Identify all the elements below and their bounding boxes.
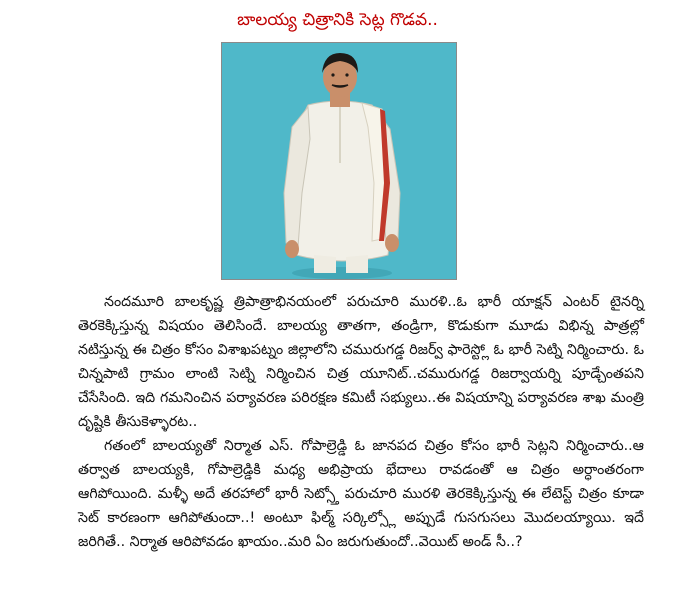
portrait-illustration [222,43,456,279]
article-photo [221,42,457,280]
article-body [78,290,644,554]
article-paragraph: గతంలో బాలయ్యతో నిర్మాత ఎస్. గోపాల్రెడ్డి ఓ జానపద చిత్రం కోసం భారీ సెట్లని నిర్మించారు..ఆ తర్వాత బాలయ్యకి, గోపాల్రెడ్డికి మధ్య అభిప్రాయ భేదాలు రావడంతో ఆ చిత్రం అర్ధాంతరంగా ఆగిపోయింది. మళ్ళీ అదే తరహాలో భారీ సెట్స్తో పరుచూరి మురళి తెరకెక్కిస్తున్న ఈ లేటెస్ట్ చిత్రం కూడా సెట్ కారణంగా ఆగిపోతుందా..! అంటూ ఫిల్మ్ సర్కిల్స్లో అప్పుడే గుసగుసలు మొదలయ్యాయి. ఇదే జరిగితే.. నిర్మాత ఆరిపోవడం ఖాయం..మరి ఏం జరుగుతుందో..వెయిట్ అండ్ సీ..? [78,438,644,550]
article-headline: బాలయ్య చిత్రానికి సెట్ల గొడవ.. [237,10,438,30]
article-paragraph: నందమూరి బాలకృష్ణ త్రిపాత్రాభినయంలో పరుచూరి మురళి..ఓ భారీ యాక్షన్ ఎంటర్ టైనర్ని తెరకెక్కిస్తున్న విషయం తెలిసిందే. బాలయ్య తాతగా, తండ్రిగా, కొడుకుగా మూడు విభిన్న పాత్రల్లో నటిస్తున్న ఈ చిత్రం కోసం విశాఖపట్నం జిల్లాలోని చమురుగడ్డ రిజర్వ్ ఫారెస్ట్లో ఓ భారీ సెట్ని నిర్మించారు. ఓ చిన్నపాటి గ్రామం లాంటి సెట్ని నిర్మించిన చిత్ర యూనిట్..చమురుగడ్డ రిజర్వాయర్ని పూడ్చేంతపని చేసేసింది. ఇది గమనించిన పర్యావరణ పరిరక్షణ కమిటీ సభ్యులు..ఈ విషయాన్ని పర్యావరణ శాఖ మంత్రి దృష్టికి తీసుకెళ్ళారట.. [78,294,644,430]
